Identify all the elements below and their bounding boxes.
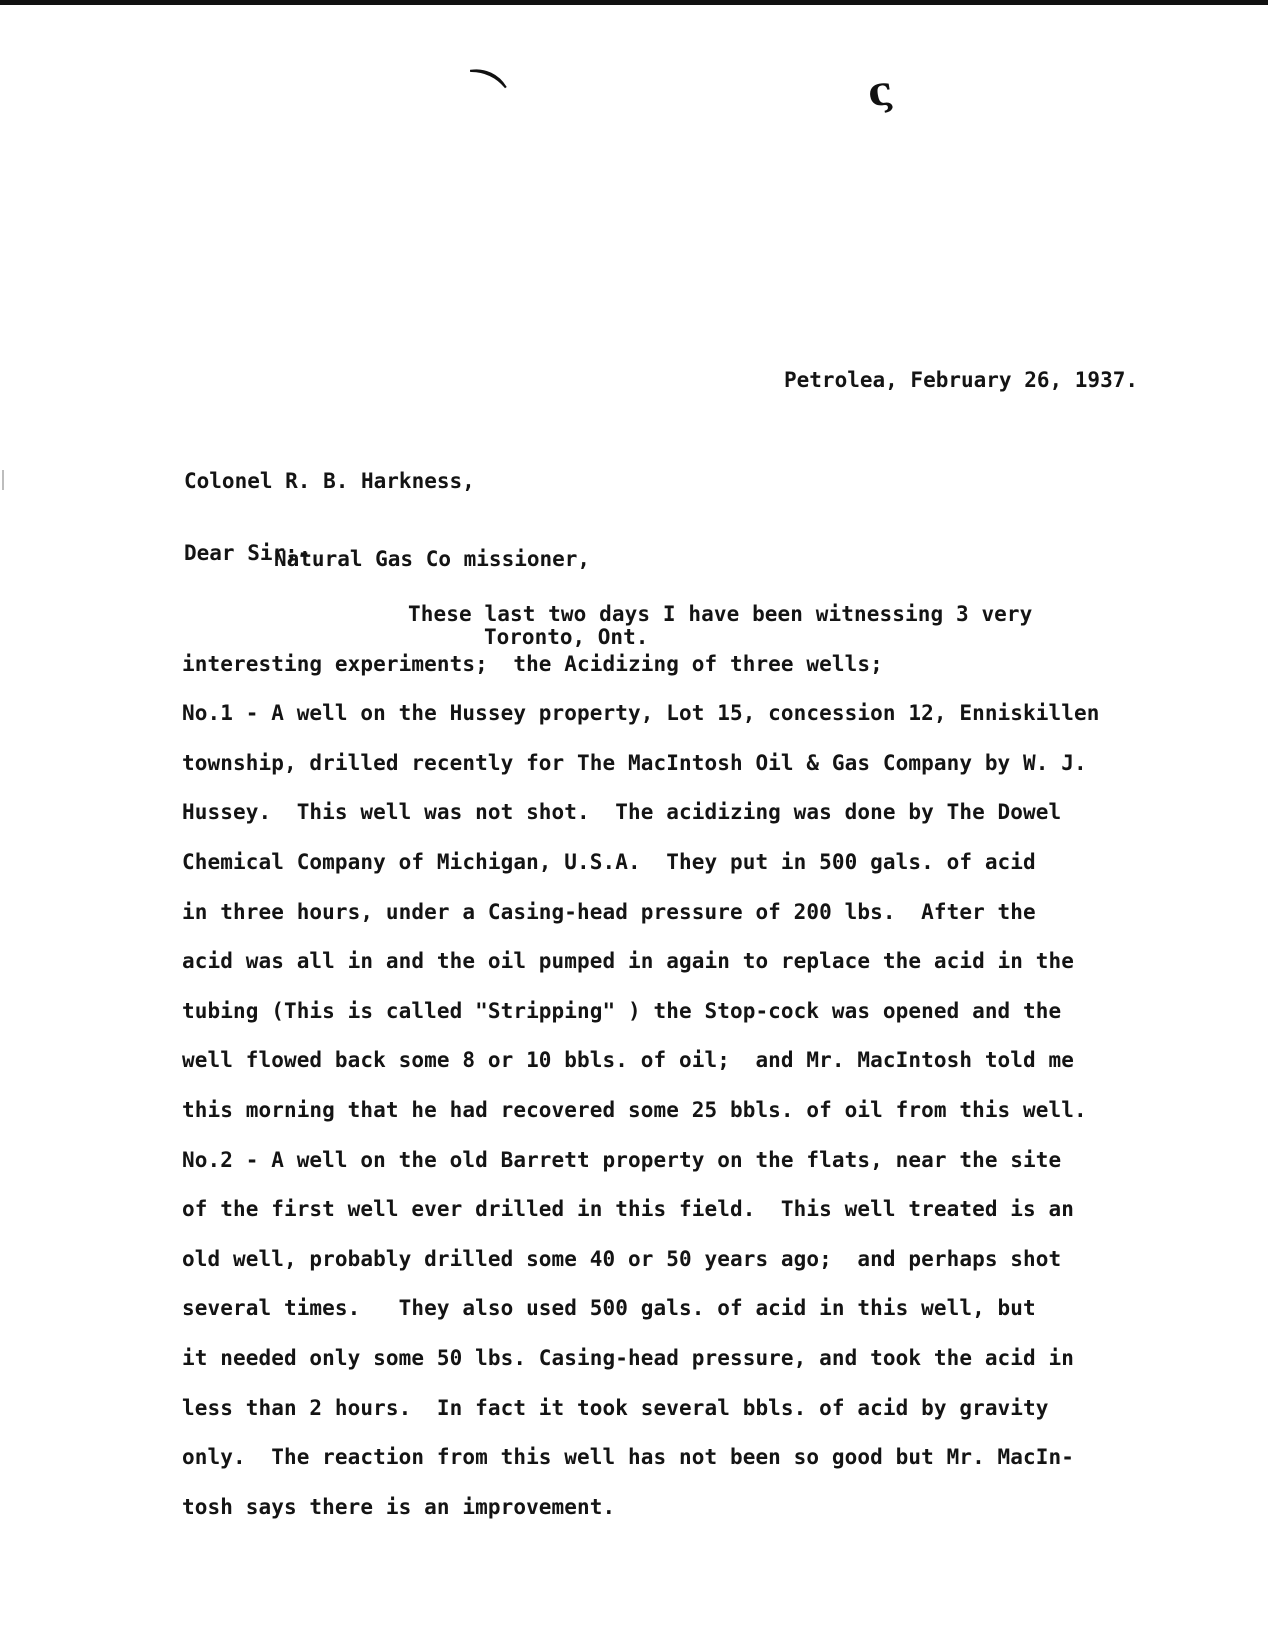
body-line: well flowed back some 8 or 10 bbls. of oil; and Mr. MacIntosh told me: [182, 1048, 1075, 1073]
body-line: Chemical Company of Michigan, U.S.A. They put in 500 gals. of acid: [182, 849, 1036, 874]
binder-hole-mark-right: ς: [864, 66, 897, 117]
binder-hole-mark-left: ⌒: [454, 61, 511, 122]
body-line: township, drilled recently for The MacIntosh Oil & Gas Company by W. J.: [182, 750, 1087, 775]
body-line: Hussey. This well was not shot. The acidizing was done by The Dowel: [182, 800, 1062, 825]
scan-margin-mark: [2, 470, 4, 490]
salutation: Dear Sir;-: [184, 541, 311, 565]
body-line: These last two days I have been witnessing 3 very: [408, 602, 1033, 626]
body-line: only. The reaction from this well has not been so good but Mr. MacIn-: [182, 1445, 1075, 1470]
body-line: No.1 - A well on the Hussey property, Lot 15, concession 12, Enniskillen: [182, 701, 1100, 726]
body-line: tosh says there is an improvement.: [182, 1494, 616, 1519]
body-line: old well, probably drilled some 40 or 50 years ago; and perhaps shot: [182, 1246, 1062, 1271]
body-line: interesting experiments; the Acidizing of three wells;: [182, 651, 883, 676]
body-line: this morning that he had recovered some 25 bbls. of oil from this well.: [182, 1097, 1087, 1122]
body-line: several times. They also used 500 gals. of acid in this well, but: [182, 1296, 1036, 1321]
body-line: in three hours, under a Casing-head pressure of 200 lbs. After the: [182, 899, 1036, 924]
letter-date: Petrolea, February 26, 1937.: [784, 368, 1139, 392]
address-line: Natural Gas Co missioner,: [274, 547, 591, 571]
body-line: less than 2 hours. In fact it took several bbls. of acid by gravity: [182, 1395, 1049, 1420]
body-line: No.2 - A well on the old Barrett property on the flats, near the site: [182, 1147, 1062, 1172]
letter-body: [182, 590, 1262, 1532]
address-line: Colonel R. B. Harkness,: [184, 469, 475, 493]
scan-top-edge: [0, 0, 1268, 5]
body-line: tubing (This is called "Stripping" ) the Stop-cock was opened and the: [182, 998, 1062, 1023]
body-line: acid was all in and the oil pumped in again to replace the acid in the: [182, 949, 1075, 974]
address-line: Toronto, Ont.: [484, 625, 649, 649]
body-line: it needed only some 50 lbs. Casing-head pressure, and took the acid in: [182, 1345, 1075, 1370]
body-line: of the first well ever drilled in this field. This well treated is an: [182, 1197, 1075, 1222]
